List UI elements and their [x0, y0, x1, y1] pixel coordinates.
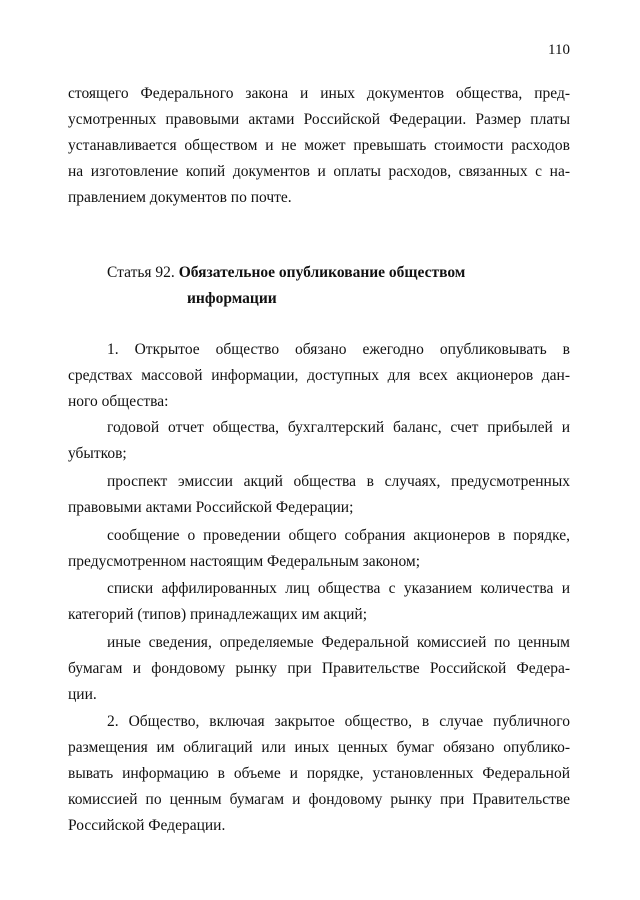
list-item-line: проспект эмиссии акций общества в случаях, предусмотренных — [107, 473, 570, 490]
list-item-line: категорий (типов) принадлежащих им акций; — [68, 606, 368, 623]
list-item-line: иные сведения, определяемые Федеральной комиссией по ценным — [107, 634, 570, 651]
list-item-line: бумагам и фондовому рынку при Правительстве Российской Федера- — [68, 660, 570, 677]
clause1-line: 1. Открытое общество обязано ежегодно опубликовывать в — [107, 341, 570, 358]
clause2-line: комиссией по ценным бумагам и фондовому рынку при Правительстве — [68, 791, 570, 808]
article-heading — [107, 263, 465, 283]
article-title: Обязательное опубликование обществом — [178, 264, 466, 281]
article-title-continuation: информации — [187, 290, 277, 307]
page-number: 110 — [548, 42, 570, 58]
list-item-line: предусмотренном настоящим Федеральным законом; — [68, 553, 421, 570]
list-item-line: убытков; — [68, 445, 127, 462]
intro-line: на изготовление копий документов и оплаты расходов, связанных с на- — [68, 163, 570, 180]
intro-line: стоящего Федерального закона и иных документов общества, пред- — [68, 85, 570, 102]
clause1-line: средствах массовой информации, доступных для всех акционеров дан- — [68, 367, 570, 384]
clause2-line: размещения им облигаций или иных ценных бумаг обязано опублико- — [68, 739, 570, 756]
list-item-line: годовой отчет общества, бухгалтерский баланс, счет прибылей и — [107, 419, 570, 436]
clause1-line: ного общества: — [68, 393, 169, 410]
article-label: Статья 92. — [107, 264, 175, 281]
list-item-line: ции. — [68, 686, 97, 703]
intro-line: усмотренных правовыми актами Российской Федерации. Размер платы — [68, 111, 570, 128]
list-item-line: списки аффилированных лиц общества с указанием количества и — [107, 580, 570, 597]
intro-line: устанавливается обществом и не может превышать стоимости расходов — [68, 137, 570, 154]
intro-line: правлением документов по почте. — [68, 189, 292, 206]
clause2-line: Российской Федерации. — [68, 817, 226, 834]
list-item-line: сообщение о проведении общего собрания акционеров в порядке, — [107, 527, 570, 544]
clause2-line: вывать информацию в объеме и порядке, установленных Федеральной — [68, 765, 570, 782]
list-item-line: правовыми актами Российской Федерации; — [68, 499, 354, 516]
clause2-line: 2. Общество, включая закрытое общество, в случае публичного — [107, 713, 570, 730]
